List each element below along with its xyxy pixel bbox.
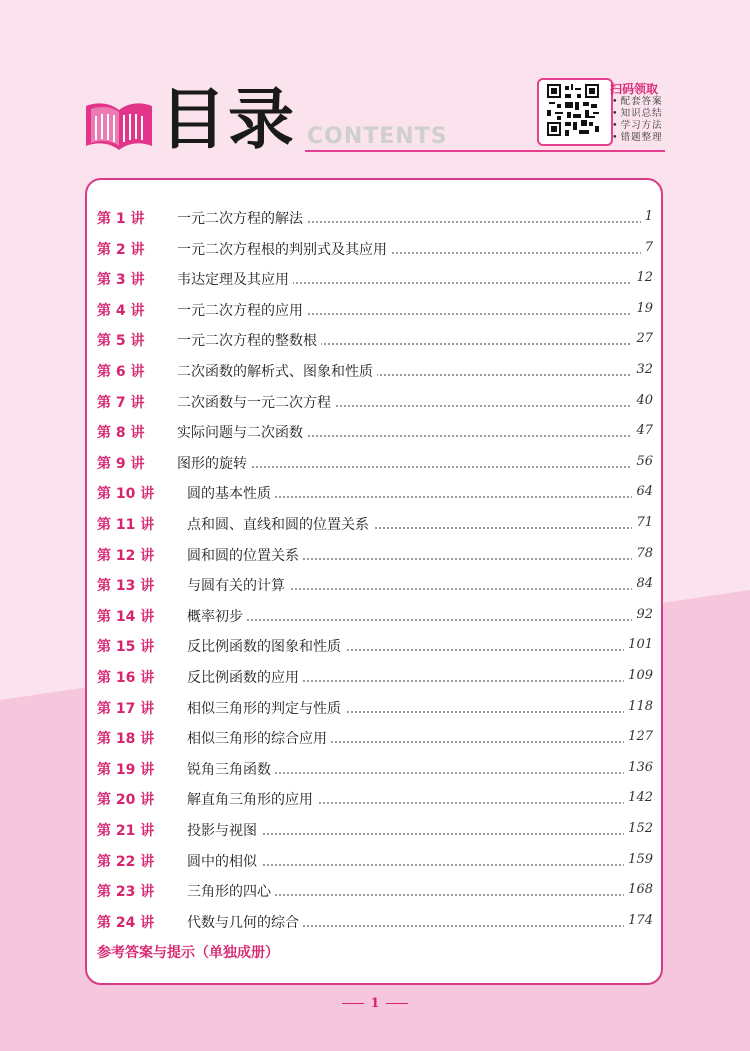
open-book-icon (84, 98, 154, 152)
toc-entry-number: 第 19 讲 (97, 761, 155, 778)
toc-entry[interactable] (97, 787, 653, 811)
toc-entry-title: 概率初步 (187, 606, 247, 626)
toc-entry-number: 第 5 讲 (97, 333, 145, 350)
toc-entry-title: 代数与几何的综合 (187, 912, 303, 932)
toc-entry-number: 第 2 讲 (97, 241, 145, 258)
toc-entry-page: 64 (632, 484, 653, 499)
toc-entry-title: 韦达定理及其应用 (177, 269, 293, 289)
toc-entry[interactable] (97, 420, 653, 444)
toc-entry-title: 锐角三角函数 (187, 759, 275, 779)
toc-entry-title: 一元二次方程的应用 (177, 300, 307, 320)
toc-entry[interactable] (97, 726, 653, 750)
toc-entry-title: 图形的旋转 (177, 453, 251, 473)
page-title: 目录 (160, 81, 296, 158)
toc-entry[interactable] (97, 818, 653, 842)
toc-entry-number: 第 23 讲 (97, 884, 155, 901)
toc-entry[interactable] (97, 757, 653, 781)
toc-entry-number: 第 10 讲 (97, 486, 155, 503)
toc-entry-title: 与圆有关的计算 (187, 575, 289, 595)
toc-entry-page: 168 (624, 882, 653, 897)
toc-entry[interactable] (97, 634, 653, 658)
toc-entry-title: 二次函数与一元二次方程 (177, 392, 335, 412)
qr-code-icon[interactable] (547, 84, 599, 136)
toc-entry-title: 实际问题与二次函数 (177, 422, 307, 442)
toc-entry-number: 第 22 讲 (97, 853, 155, 870)
toc-entry-page: 78 (632, 546, 653, 561)
toc-entry[interactable] (97, 206, 653, 230)
toc-entry[interactable] (97, 390, 653, 414)
page-number: 1 (370, 996, 380, 1011)
toc-entry[interactable] (97, 267, 653, 291)
toc-entry-title: 圆中的相似 (187, 851, 261, 871)
page-header (0, 0, 750, 180)
toc-entry-page: 142 (624, 790, 653, 805)
scan-benefit-item: • 错题整理 (612, 132, 663, 144)
toc-entry-page: 174 (624, 913, 653, 928)
toc-entry-number: 第 18 讲 (97, 731, 155, 748)
scan-benefit-item: • 知识总结 (612, 108, 663, 120)
toc-entry-title: 投影与视图 (187, 820, 261, 840)
toc-entry-page: 32 (632, 362, 653, 377)
toc-entry-title: 三角形的四心 (187, 881, 275, 901)
toc-entry[interactable] (97, 512, 653, 536)
scan-benefit-item: • 配套答案 (612, 96, 663, 108)
toc-entry-title: 一元二次方程的整数根 (177, 330, 321, 350)
toc-entry[interactable] (97, 298, 653, 322)
toc-entry-page: 12 (632, 270, 653, 285)
toc-entry[interactable] (97, 696, 653, 720)
toc-entry[interactable] (97, 481, 653, 505)
toc-entry-page: 7 (641, 240, 653, 255)
toc-entry-page: 56 (632, 454, 653, 469)
toc-entry-title: 二次函数的解析式、图象和性质 (177, 361, 377, 381)
toc-entry-title: 解直角三角形的应用 (187, 789, 317, 809)
toc-entry-page: 101 (624, 637, 653, 652)
toc-entry[interactable] (97, 543, 653, 567)
toc-entry[interactable] (97, 879, 653, 903)
toc-entry-title: 反比例函数的图象和性质 (187, 636, 345, 656)
toc-entry-page: 136 (624, 760, 653, 775)
toc-entry-number: 第 7 讲 (97, 394, 145, 411)
toc-entry-number: 第 8 讲 (97, 425, 145, 442)
toc-entry-number: 第 4 讲 (97, 302, 145, 319)
toc-entry-page: 47 (632, 423, 653, 438)
toc-entry-number: 第 1 讲 (97, 211, 145, 227)
toc-entry-page: 159 (624, 852, 653, 867)
toc-entry[interactable] (97, 359, 653, 383)
toc-dot-leader (187, 619, 645, 621)
toc-entry[interactable] (97, 665, 653, 689)
toc-entry[interactable] (97, 910, 653, 934)
toc-entry-page: 84 (632, 576, 653, 591)
toc-entry-title: 反比例函数的应用 (187, 667, 303, 687)
toc-entry-page: 19 (632, 301, 653, 316)
toc-entry[interactable] (97, 604, 653, 628)
toc-entry-page: 127 (624, 729, 653, 744)
toc-entry-number: 第 21 讲 (97, 823, 155, 839)
toc-entry[interactable] (97, 451, 653, 475)
toc-entry-page: 40 (632, 393, 653, 408)
footer-dash-left (342, 1003, 364, 1004)
toc-entry-number: 第 12 讲 (97, 547, 155, 564)
footer-dash-right (386, 1003, 408, 1004)
toc-entry-number: 第 11 讲 (97, 517, 155, 533)
page-footer (0, 996, 750, 1011)
toc-entry-number: 第 6 讲 (97, 364, 145, 380)
toc-entry-title: 一元二次方程的解法 (177, 208, 307, 228)
scan-benefit-item: • 学习方法 (612, 120, 663, 132)
toc-entry-number: 第 15 讲 (97, 639, 155, 656)
toc-entry-page: 92 (632, 607, 653, 622)
toc-entry-page: 27 (632, 331, 653, 346)
toc-entry-title: 点和圆、直线和圆的位置关系 (187, 514, 373, 534)
toc-entry-page: 118 (624, 699, 653, 714)
toc-entry-number: 第 14 讲 (97, 608, 155, 625)
toc-entry-title: 相似三角形的判定与性质 (187, 698, 345, 718)
toc-entry-page: 152 (624, 821, 653, 836)
toc-entry-number: 第 3 讲 (97, 272, 145, 289)
title-underline (305, 150, 665, 152)
toc-entry-number: 第 20 讲 (97, 792, 155, 809)
toc-entry-title: 圆和圆的位置关系 (187, 545, 303, 565)
toc-entry-number: 第 24 讲 (97, 914, 155, 931)
scan-label: 扫码领取 (610, 82, 659, 96)
toc-entry-title: 相似三角形的综合应用 (187, 728, 331, 748)
toc-entry-page: 109 (624, 668, 653, 683)
page-subtitle: CONTENTS (307, 124, 448, 149)
toc-entry-title: 一元二次方程根的判别式及其应用 (177, 239, 391, 259)
toc-entry[interactable] (97, 849, 653, 873)
toc-entry-title: 圆的基本性质 (187, 483, 275, 503)
toc-entry-number: 第 9 讲 (97, 455, 145, 472)
toc-entry-number: 第 16 讲 (97, 670, 155, 686)
toc-entry-number: 第 17 讲 (97, 700, 155, 717)
toc-entry[interactable] (97, 237, 653, 261)
toc-entry-page: 1 (641, 209, 653, 224)
answer-key-note[interactable]: 参考答案与提示（单独成册） (97, 945, 279, 961)
toc-panel (85, 178, 663, 985)
scan-benefits-list (612, 96, 663, 144)
toc-entry[interactable] (97, 328, 653, 352)
toc-entry-page: 71 (632, 515, 653, 530)
toc-entry[interactable] (97, 573, 653, 597)
toc-entry-number: 第 13 讲 (97, 578, 155, 595)
